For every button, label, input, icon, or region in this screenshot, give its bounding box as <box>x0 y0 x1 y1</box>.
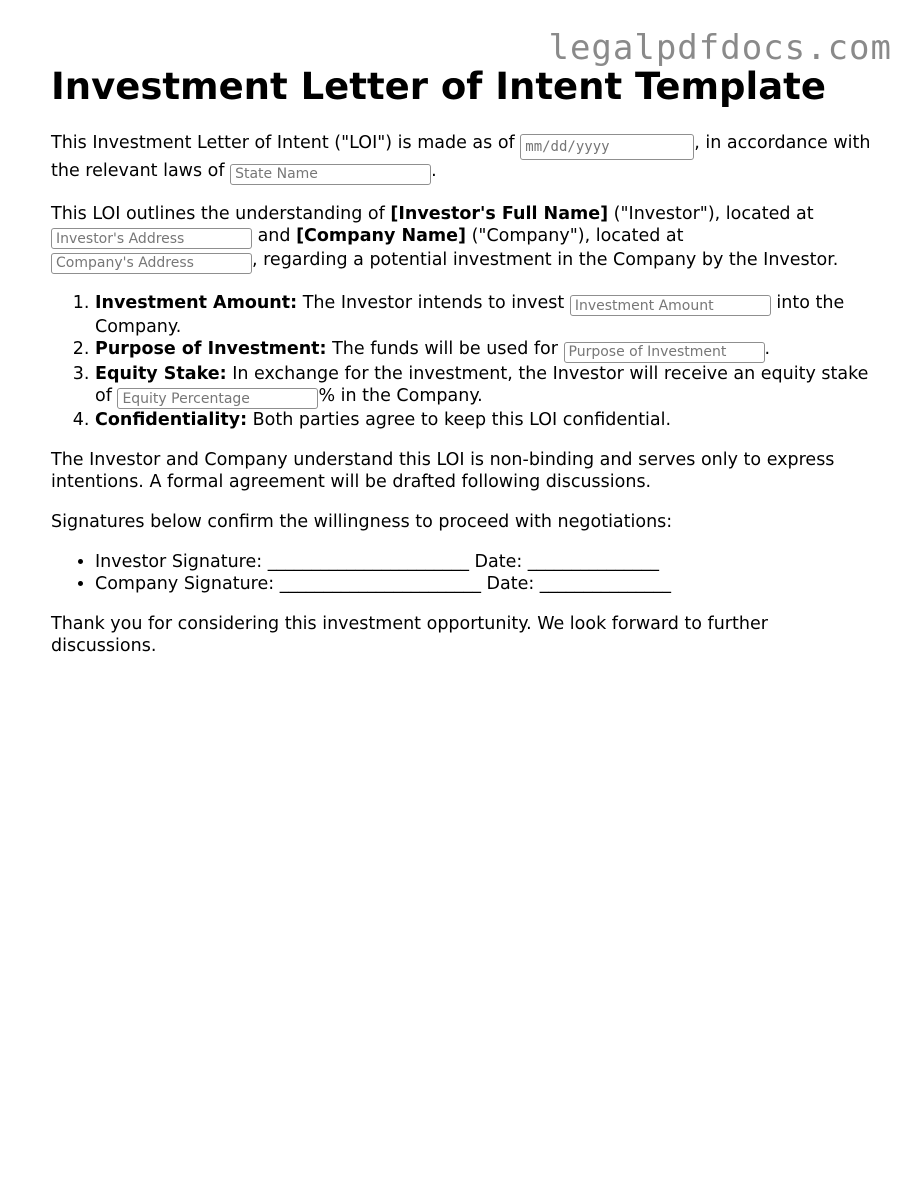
equity-percentage-input[interactable] <box>117 388 318 409</box>
document-body <box>51 64 871 675</box>
term-label: Confidentiality: <box>95 410 248 430</box>
intro-text-after-date: , in accordance with the relevant laws of <box>51 133 871 181</box>
watermark: legalpdfdocs.com <box>548 28 892 68</box>
company-signature-line: • Company Signature: _______________________ Date: _______________ <box>95 573 871 595</box>
term-label: Equity Stake: <box>95 363 227 384</box>
investor-address-input[interactable] <box>51 228 252 249</box>
term-text: . <box>764 339 771 359</box>
parties-text-5: , regarding a potential investment in the Company by the Investor. <box>252 250 839 270</box>
term-confidentiality <box>95 409 871 431</box>
term-text: Both parties agree to keep this LOI confidential. <box>247 410 672 430</box>
investor-name-placeholder: [Investor's Full Name] <box>390 203 609 224</box>
signatures-intro: Signatures below confirm the willingness to proceed with negotiations: <box>51 512 673 532</box>
intro-paragraph <box>51 132 871 185</box>
company-name-placeholder: [Company Name] <box>296 225 467 246</box>
investor-signature-line: • Investor Signature: _______________________ Date: _______________ <box>95 551 871 573</box>
page-title: Investment Letter of Intent Template <box>51 65 826 108</box>
term-text: into the Company. <box>95 292 845 337</box>
term-text: The Investor intends to invest <box>297 292 570 313</box>
terms-list <box>51 292 871 432</box>
intro-end: . <box>431 161 437 181</box>
term-label: Investment Amount: <box>95 292 298 313</box>
purpose-input[interactable] <box>564 342 765 363</box>
nonbinding-paragraph: The Investor and Company understand this LOI is non-binding and serves only to express intentions. A formal agreement will be drafted following discussions. <box>51 450 835 492</box>
closing-paragraph: Thank you for considering this investment opportunity. We look forward to further discussions. <box>51 614 768 656</box>
parties-paragraph <box>51 203 871 274</box>
term-purpose <box>95 338 871 363</box>
term-investment-amount <box>95 292 871 339</box>
term-text: The funds will be used for <box>326 339 564 359</box>
date-input[interactable] <box>520 134 694 160</box>
parties-text-1: This LOI outlines the understanding of <box>51 203 391 224</box>
term-label: Purpose of Investment: <box>95 339 327 359</box>
state-name-input[interactable] <box>230 164 431 185</box>
intro-text-before-date: This Investment Letter of Intent ("LOI") is made as of <box>51 133 521 153</box>
signatures-list <box>51 551 871 595</box>
parties-text-4: ("Company"), located at <box>466 225 684 246</box>
term-text: In exchange for the investment, the Investor will receive an equity stake of <box>95 363 869 406</box>
term-text: % in the Company. <box>318 385 483 406</box>
parties-text-3: and <box>252 225 297 246</box>
parties-text-2: ("Investor"), located at <box>608 203 814 224</box>
term-equity-stake <box>95 363 871 410</box>
company-address-input[interactable] <box>51 253 252 274</box>
investment-amount-input[interactable] <box>570 295 771 316</box>
